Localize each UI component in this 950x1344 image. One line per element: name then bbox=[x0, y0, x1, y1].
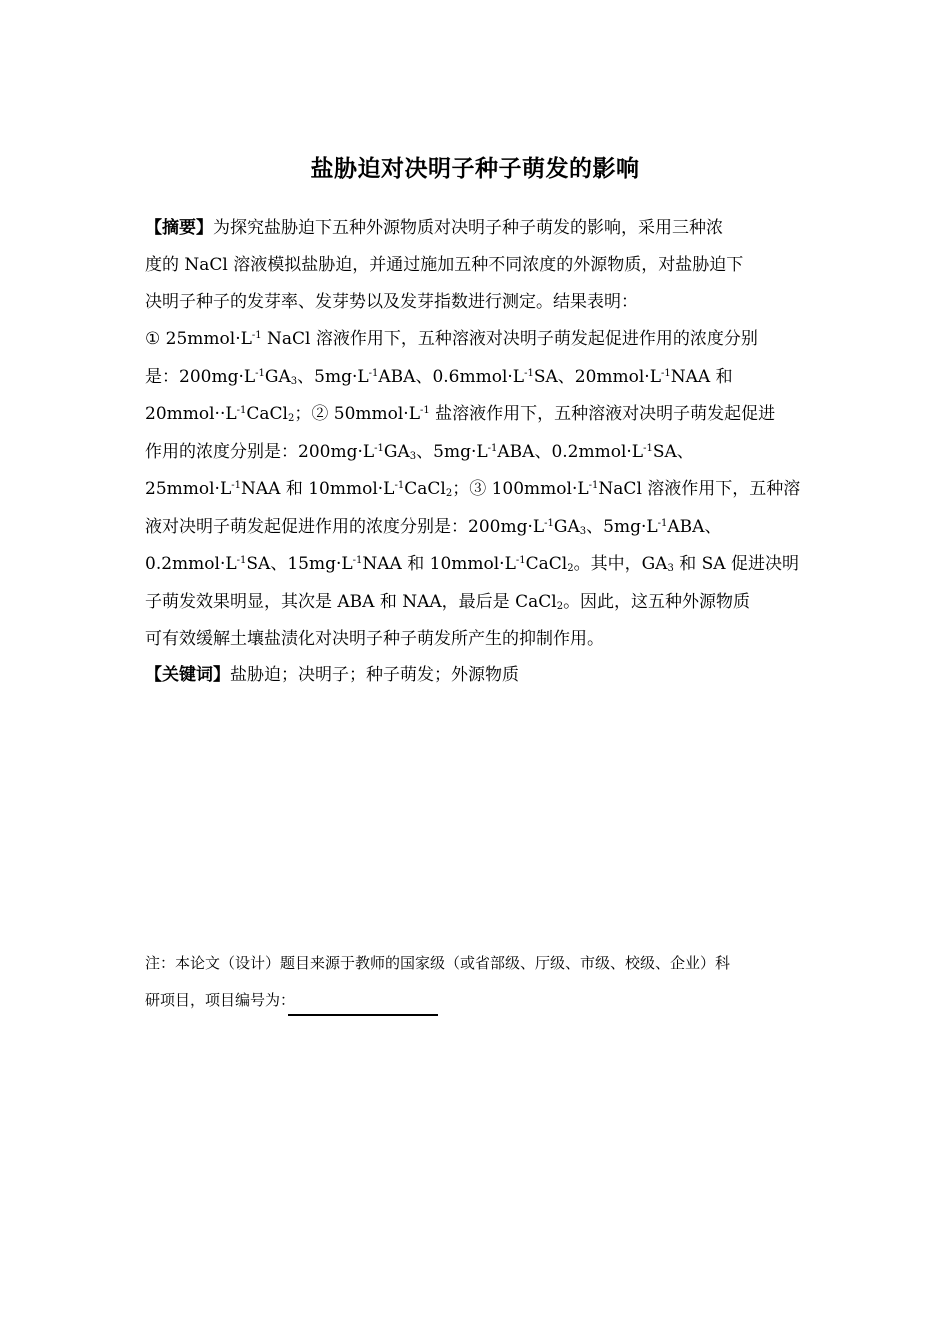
superscript: -1 bbox=[657, 518, 668, 529]
text-run: 作用的浓度分别是：200mg·L bbox=[145, 442, 375, 462]
superscript: -1 bbox=[394, 480, 405, 491]
abstract-label: 【摘要】 bbox=[145, 218, 213, 238]
text-run: GA bbox=[264, 367, 291, 387]
result-line-3 bbox=[145, 402, 815, 426]
text-run: ABA、0.2mmol·L bbox=[497, 442, 644, 462]
superscript: -1 bbox=[352, 555, 363, 566]
superscript: -1 bbox=[643, 443, 653, 454]
text-run: 0.2mmol·L bbox=[145, 554, 237, 574]
text-run: 、5mg·L bbox=[416, 442, 488, 462]
text-run: ABA、 bbox=[667, 517, 722, 537]
text-run: ① 25mmol·L bbox=[145, 329, 252, 349]
text-run: SA、20mmol·L bbox=[533, 367, 662, 387]
result-line-4 bbox=[145, 440, 815, 464]
result-line-2 bbox=[145, 365, 815, 389]
superscript: -1 bbox=[515, 555, 526, 566]
superscript: -1 bbox=[255, 368, 265, 379]
note-line-2: 研项目，项目编号为： bbox=[145, 991, 296, 1009]
text-run: GA bbox=[383, 442, 410, 462]
text-run: 子萌发效果明显，其次是 ABA 和 NAA，最后是 CaCl bbox=[145, 592, 557, 612]
superscript: -1 bbox=[236, 405, 247, 416]
result-line-1 bbox=[145, 327, 815, 351]
text-run: NAA 和 10mmol·L bbox=[241, 479, 395, 499]
text-run: ；③ 100mmol·L bbox=[452, 479, 589, 499]
text-run: 25mmol·L bbox=[145, 479, 232, 499]
text-run: 。其中，GA bbox=[573, 554, 668, 574]
text-run: 液对决明子萌发起促进作用的浓度分别是：200mg·L bbox=[145, 517, 545, 537]
text-run: 是：200mg·L bbox=[145, 367, 256, 387]
superscript: -1 bbox=[524, 368, 534, 379]
keywords-text: 盐胁迫；决明子；种子萌发；外源物质 bbox=[230, 665, 519, 685]
subscript: 2 bbox=[556, 601, 564, 612]
subscript: 3 bbox=[290, 376, 298, 387]
text-run: 、5mg·L bbox=[297, 367, 369, 387]
text-run: 20mmol··L bbox=[145, 404, 237, 424]
result-line-5 bbox=[145, 477, 815, 501]
abstract-text-1: 为探究盐胁迫下五种外源物质对决明子种子萌发的影响，采用三种浓 bbox=[213, 218, 723, 238]
paper-title: 盐胁迫对决明子种子萌发的影响 bbox=[310, 156, 640, 182]
superscript: -1 bbox=[374, 443, 384, 454]
text-run: CaCl bbox=[404, 479, 446, 499]
subscript: 3 bbox=[579, 526, 587, 537]
result-line-6 bbox=[145, 515, 815, 539]
abstract-line-1 bbox=[145, 216, 815, 240]
text-run: NAA 和 10mmol·L bbox=[362, 554, 516, 574]
text-run: GA bbox=[553, 517, 580, 537]
superscript: -1 bbox=[420, 405, 430, 416]
subscript: 3 bbox=[667, 563, 674, 574]
text-run: 和 SA 促进决明 bbox=[673, 554, 799, 574]
text-run: ；② 50mmol·L bbox=[294, 404, 420, 424]
subscript: 2 bbox=[287, 413, 295, 424]
subscript: 2 bbox=[567, 563, 574, 574]
result-line-7 bbox=[145, 552, 815, 576]
text-run: SA、15mg·L bbox=[246, 554, 353, 574]
superscript: -1 bbox=[236, 555, 247, 566]
abstract-line-3: 决明子种子的发芽率、发芽势以及发芽指数进行测定。结果表明： bbox=[145, 292, 638, 312]
superscript: -1 bbox=[544, 518, 554, 529]
note-line-1: 注：本论文（设计）题目来源于教师的国家级（或省部级、厅级、市级、校级、企业）科 bbox=[145, 954, 731, 972]
abstract-line-9 bbox=[145, 590, 815, 614]
project-number-blank bbox=[288, 1014, 438, 1016]
text-run: CaCl bbox=[246, 404, 288, 424]
keywords-label: 【关键词】 bbox=[145, 665, 230, 685]
text-run: NaCl 溶液作用下，五种溶 bbox=[598, 479, 801, 499]
text-run: 、5mg·L bbox=[586, 517, 658, 537]
text-run: NAA 和 bbox=[670, 367, 733, 387]
keywords-line bbox=[145, 663, 815, 687]
text-run: CaCl bbox=[525, 554, 568, 574]
subscript: 2 bbox=[445, 488, 453, 499]
text-run: 。因此，这五种外源物质 bbox=[563, 592, 751, 612]
superscript: -1 bbox=[487, 443, 498, 454]
superscript: -1 bbox=[251, 330, 262, 341]
text-run: SA、 bbox=[652, 442, 694, 462]
superscript: -1 bbox=[368, 368, 379, 379]
superscript: -1 bbox=[588, 480, 599, 491]
abstract-line-2: 度的 NaCl 溶液模拟盐胁迫，并通过施加五种不同浓度的外源物质，对盐胁迫下 bbox=[145, 255, 744, 275]
abstract-line-10: 可有效缓解土壤盐渍化对决明子种子萌发所产生的抑制作用。 bbox=[145, 629, 604, 649]
superscript: -1 bbox=[231, 480, 241, 491]
text-run: ABA、0.6mmol·L bbox=[378, 367, 525, 387]
text-run: NaCl 溶液作用下，五种溶液对决明子萌发起促进作用的浓度分别 bbox=[261, 329, 758, 349]
superscript: -1 bbox=[661, 368, 671, 379]
text-run: 盐溶液作用下，五种溶液对决明子萌发起促进 bbox=[429, 404, 776, 424]
subscript: 3 bbox=[409, 451, 417, 462]
